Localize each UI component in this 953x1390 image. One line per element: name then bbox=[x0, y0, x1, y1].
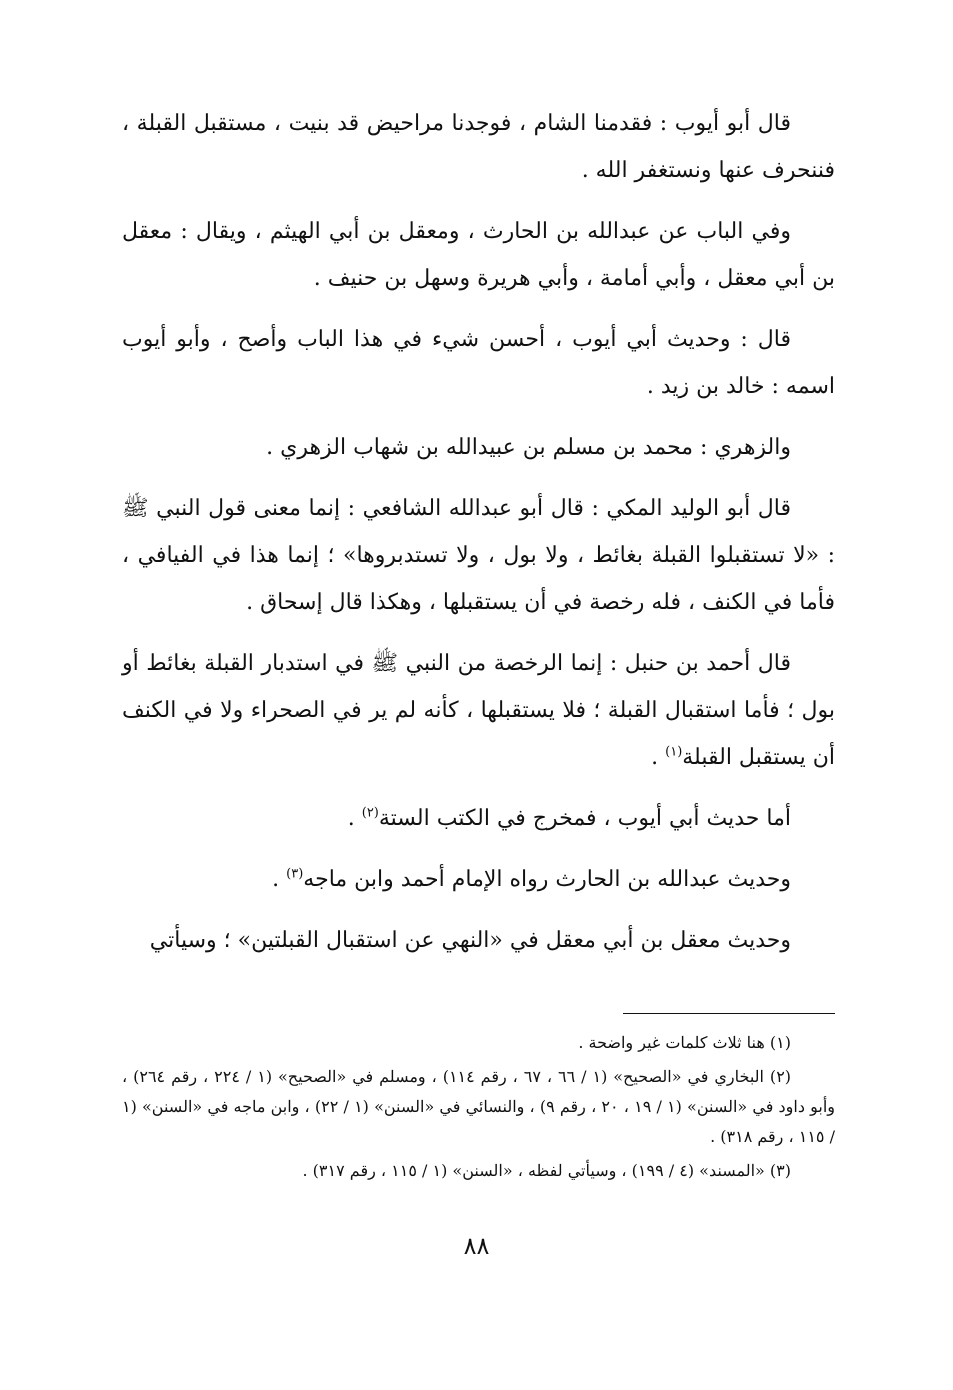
paragraph-7-text: أما حديث أبي أيوب ، فمخرج في الكتب الستة bbox=[378, 806, 791, 831]
footnote-ref-2: (٢) bbox=[361, 805, 379, 821]
footnote-3: (٣) «المسند» (٤ / ١٩٩) ، وسيأتي لفظه ، «السنن» (١ / ١١٥ ، رقم ٣١٧) . bbox=[302, 1161, 791, 1180]
paragraph-6-end: . bbox=[651, 745, 666, 770]
paragraph-8-end: . bbox=[272, 867, 287, 892]
paragraph-2: وفي الباب عن عبدالله بن الحارث ، ومعقل بن أبي الهيثم ، ويقال : معقل بن أبي معقل ، وأبي أمامة ، وأبي هريرة وسهل بن حنيف . bbox=[122, 219, 835, 291]
paragraph-3: قال : وحديث أبي أيوب ، أحسن شيء في هذا الباب وأصح ، وأبو أيوب اسمه : خالد بن زيد . bbox=[122, 327, 835, 399]
footnote-1: (١) هنا ثلاث كلمات غير واضحة . bbox=[578, 1033, 791, 1052]
paragraph-5: قال أبو الوليد المكي : قال أبو عبدالله الشافعي : إنما معنى قول النبي ﷺ : «لا تستقبلوا القبلة بغائط ، ولا بول ، ولا تستدبروها» ؛ إنما هذا في الفيافي ، فأما في الكنف ، فله رخصة في أن يستقبلها ، وهكذا قال إسحاق . bbox=[122, 496, 835, 615]
footnote-2: (٢) البخاري في «الصحيح» (١ / ٦٦ ، ٦٧ ، رقم ١١٤) ، ومسلم في «الصحيح» (١ / ٢٢٤ ، رقم ٢٦٤) ، وأبو داود في «السنن» (١ / ١٩ ، ٢٠ ، رقم ٩) ، والنسائي في «السنن» (١ / ٢٢) ، وابن ماجه في «السنن» (١ / ١١٥ ، رقم ٣١٨) . bbox=[122, 1067, 836, 1146]
paragraph-9: وحديث معقل بن أبي معقل في «النهي عن استقبال القبلتين» ؛ وسيأتي bbox=[149, 928, 791, 953]
main-text bbox=[122, 100, 835, 978]
footnotes bbox=[122, 1028, 835, 1190]
paragraph-6-text: قال أحمد بن حنبل : إنما الرخصة من النبي ﷺ في استدبار القبلة بغائط أو بول ؛ فأما استقبال القبلة ؛ فلا يستقبلها ، كأنه لم ير في الصحراء ولا في الكنف أن يستقبل القبلة bbox=[122, 651, 835, 770]
page-number: ٨٨ bbox=[463, 1232, 490, 1260]
footnote-ref-1: (١) bbox=[665, 744, 683, 760]
paragraph-7-end: . bbox=[347, 806, 362, 831]
paragraph-8-text: وحديث عبدالله بن الحارث رواه الإمام أحمد وابن ماجه bbox=[303, 867, 791, 892]
footnote-ref-3: (٣) bbox=[286, 866, 304, 882]
paragraph-4: والزهري : محمد بن مسلم بن عبيدالله بن شهاب الزهري . bbox=[266, 435, 791, 460]
paragraph-1: قال أبو أيوب : فقدمنا الشام ، فوجدنا مراحيض قد بنيت ، مستقبل القبلة ، فننحرف عنها ونستغفر الله . bbox=[122, 111, 835, 183]
paragraph-8 bbox=[122, 856, 835, 903]
paragraph-6 bbox=[122, 640, 835, 781]
paragraph-7 bbox=[122, 795, 835, 842]
footnote-divider bbox=[623, 1013, 835, 1014]
